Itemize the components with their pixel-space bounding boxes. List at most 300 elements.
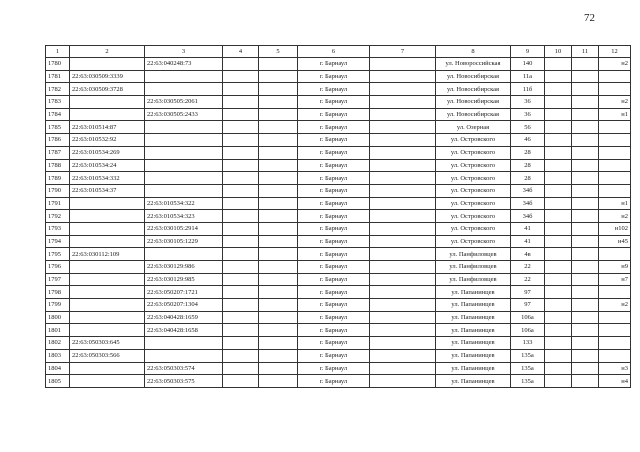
empty-cell [259, 83, 298, 96]
empty-cell [259, 159, 298, 172]
empty-cell [259, 210, 298, 223]
premises-number [599, 324, 631, 337]
empty-cell [259, 235, 298, 248]
cadastral-number-premises: 22:63:050207:1721 [145, 286, 223, 299]
empty-cell [223, 83, 259, 96]
empty-cell [259, 108, 298, 121]
cadastral-number-premises: 22:63:050303:574 [145, 362, 223, 375]
table-row [46, 362, 631, 375]
premises-number [599, 337, 631, 350]
cadastral-number [70, 362, 145, 375]
house-number: 36 [511, 108, 545, 121]
empty-cell [223, 96, 259, 109]
cadastral-number-premises [145, 146, 223, 159]
table-row [46, 349, 631, 362]
cadastral-number-premises [145, 248, 223, 261]
empty-cell [223, 108, 259, 121]
empty-cell [370, 222, 436, 235]
premises-number: н2 [599, 96, 631, 109]
empty-cell [370, 172, 436, 185]
table-row [46, 108, 631, 121]
table-row [46, 159, 631, 172]
cadastral-number: 22:63:010534:269 [70, 146, 145, 159]
empty-cell [545, 235, 572, 248]
empty-cell [572, 261, 599, 274]
empty-cell [370, 261, 436, 274]
premises-number [599, 184, 631, 197]
cadastral-number: 22:63:010514:87 [70, 121, 145, 134]
empty-cell [223, 134, 259, 147]
city: г. Барнаул [298, 172, 370, 185]
table-row [46, 197, 631, 210]
street: ул. Новосибирская [436, 108, 511, 121]
house-number: 11а [511, 70, 545, 83]
house-number: 22 [511, 273, 545, 286]
premises-number: н7 [599, 273, 631, 286]
street: ул. Озерная [436, 121, 511, 134]
empty-cell [370, 248, 436, 261]
street: ул. Папанинцев [436, 349, 511, 362]
empty-cell [370, 349, 436, 362]
house-number: 133 [511, 337, 545, 350]
table-row [46, 222, 631, 235]
cadastral-number: 22:63:010534:24 [70, 159, 145, 172]
empty-cell [572, 337, 599, 350]
street: ул. Папанинцев [436, 324, 511, 337]
cadastral-number-premises: 22:63:010534:323 [145, 210, 223, 223]
empty-cell [223, 121, 259, 134]
empty-cell [223, 375, 259, 388]
street: ул. Островского [436, 197, 511, 210]
empty-cell [572, 210, 599, 223]
premises-number [599, 83, 631, 96]
row-number: 1801 [46, 324, 70, 337]
cadastral-number-premises: 22:63:030105:1229 [145, 235, 223, 248]
table-row [46, 286, 631, 299]
table-row [46, 261, 631, 274]
column-header: 10 [545, 46, 572, 58]
empty-cell [259, 184, 298, 197]
cadastral-number-premises [145, 159, 223, 172]
empty-cell [572, 159, 599, 172]
street: ул. Островского [436, 210, 511, 223]
empty-cell [223, 273, 259, 286]
street: ул. Островского [436, 146, 511, 159]
empty-cell [370, 70, 436, 83]
empty-cell [572, 222, 599, 235]
street: ул. Папанинцев [436, 362, 511, 375]
cadastral-number-premises [145, 134, 223, 147]
street: ул. Папанинцев [436, 286, 511, 299]
empty-cell [259, 299, 298, 312]
city: г. Барнаул [298, 134, 370, 147]
empty-cell [223, 210, 259, 223]
empty-cell [572, 375, 599, 388]
empty-cell [572, 96, 599, 109]
table-row [46, 210, 631, 223]
empty-cell [572, 286, 599, 299]
cadastral-number [70, 197, 145, 210]
city: г. Барнаул [298, 70, 370, 83]
empty-cell [545, 273, 572, 286]
city: г. Барнаул [298, 273, 370, 286]
empty-cell [370, 58, 436, 71]
empty-cell [545, 96, 572, 109]
street: ул. Новосибирская [436, 96, 511, 109]
column-header: 11 [572, 46, 599, 58]
empty-cell [545, 184, 572, 197]
cadastral-number-premises [145, 83, 223, 96]
column-header: 12 [599, 46, 631, 58]
street: ул. Островского [436, 159, 511, 172]
empty-cell [572, 121, 599, 134]
row-number: 1791 [46, 197, 70, 210]
cadastral-number [70, 324, 145, 337]
table-row [46, 324, 631, 337]
cadastral-number-premises: 22:63:040428:1658 [145, 324, 223, 337]
table-row [46, 172, 631, 185]
cadastral-number [70, 235, 145, 248]
empty-cell [259, 375, 298, 388]
empty-cell [572, 362, 599, 375]
city: г. Барнаул [298, 311, 370, 324]
empty-cell [259, 134, 298, 147]
table-row [46, 134, 631, 147]
cadastral-number [70, 261, 145, 274]
empty-cell [223, 311, 259, 324]
empty-cell [370, 235, 436, 248]
street: ул. Островского [436, 222, 511, 235]
table-row [46, 146, 631, 159]
street: ул. Новосибирская [436, 70, 511, 83]
empty-cell [545, 58, 572, 71]
premises-number: н3 [599, 362, 631, 375]
empty-cell [259, 197, 298, 210]
city: г. Барнаул [298, 83, 370, 96]
street: ул. Островского [436, 134, 511, 147]
cadastral-number [70, 222, 145, 235]
empty-cell [223, 235, 259, 248]
street: ул. Островского [436, 172, 511, 185]
empty-cell [370, 362, 436, 375]
empty-cell [370, 311, 436, 324]
street: ул. Папанинцев [436, 311, 511, 324]
column-header: 1 [46, 46, 70, 58]
column-header: 2 [70, 46, 145, 58]
table-row [46, 375, 631, 388]
table-row [46, 70, 631, 83]
cadastral-number-premises [145, 70, 223, 83]
empty-cell [572, 349, 599, 362]
premises-number [599, 134, 631, 147]
table-header-row [46, 46, 631, 58]
empty-cell [545, 159, 572, 172]
cadastral-number-premises [145, 172, 223, 185]
empty-cell [223, 58, 259, 71]
cadastral-number [70, 273, 145, 286]
row-number: 1795 [46, 248, 70, 261]
table-row [46, 184, 631, 197]
empty-cell [259, 261, 298, 274]
empty-cell [545, 146, 572, 159]
row-number: 1805 [46, 375, 70, 388]
column-header: 8 [436, 46, 511, 58]
street: ул. Папанинцев [436, 299, 511, 312]
empty-cell [545, 108, 572, 121]
empty-cell [223, 197, 259, 210]
empty-cell [370, 324, 436, 337]
column-header: 3 [145, 46, 223, 58]
city: г. Барнаул [298, 362, 370, 375]
empty-cell [223, 248, 259, 261]
table-row [46, 58, 631, 71]
empty-cell [370, 108, 436, 121]
empty-cell [572, 248, 599, 261]
cadastral-number: 22:63:030112:109 [70, 248, 145, 261]
city: г. Барнаул [298, 96, 370, 109]
empty-cell [259, 248, 298, 261]
empty-cell [572, 324, 599, 337]
row-number: 1796 [46, 261, 70, 274]
empty-cell [572, 273, 599, 286]
street: ул. Островского [436, 235, 511, 248]
premises-number: н2 [599, 58, 631, 71]
row-number: 1780 [46, 58, 70, 71]
city: г. Барнаул [298, 222, 370, 235]
empty-cell [223, 349, 259, 362]
page-number: 72 [584, 12, 595, 24]
empty-cell [223, 146, 259, 159]
column-header: 5 [259, 46, 298, 58]
city: г. Барнаул [298, 349, 370, 362]
empty-cell [545, 121, 572, 134]
empty-cell [223, 261, 259, 274]
city: г. Барнаул [298, 235, 370, 248]
street: ул. Островского [436, 184, 511, 197]
premises-number: н1 [599, 197, 631, 210]
table-row [46, 83, 631, 96]
table-row [46, 248, 631, 261]
table-row [46, 311, 631, 324]
empty-cell [259, 362, 298, 375]
premises-number [599, 159, 631, 172]
premises-number: н4 [599, 375, 631, 388]
row-number: 1792 [46, 210, 70, 223]
empty-cell [259, 172, 298, 185]
table-row [46, 121, 631, 134]
row-number: 1797 [46, 273, 70, 286]
city: г. Барнаул [298, 337, 370, 350]
empty-cell [259, 349, 298, 362]
row-number: 1794 [46, 235, 70, 248]
row-number: 1793 [46, 222, 70, 235]
row-number: 1786 [46, 134, 70, 147]
empty-cell [259, 58, 298, 71]
row-number: 1799 [46, 299, 70, 312]
cadastral-number [70, 108, 145, 121]
house-number: 28 [511, 159, 545, 172]
empty-cell [223, 337, 259, 350]
empty-cell [223, 159, 259, 172]
empty-cell [545, 286, 572, 299]
cadastral-number [70, 210, 145, 223]
empty-cell [370, 121, 436, 134]
empty-cell [572, 108, 599, 121]
cadastral-number-premises [145, 337, 223, 350]
cadastral-number-premises: 22:63:030129:986 [145, 261, 223, 274]
row-number: 1785 [46, 121, 70, 134]
premises-number [599, 286, 631, 299]
cadastral-number-premises [145, 121, 223, 134]
cadastral-number: 22:63:030509:3728 [70, 83, 145, 96]
row-number: 1784 [46, 108, 70, 121]
city: г. Барнаул [298, 324, 370, 337]
row-number: 1789 [46, 172, 70, 185]
empty-cell [259, 337, 298, 350]
premises-number [599, 248, 631, 261]
empty-cell [259, 273, 298, 286]
empty-cell [545, 324, 572, 337]
cadastral-number [70, 286, 145, 299]
house-number: 34б [511, 184, 545, 197]
cadastral-number-premises: 22:63:040248:73 [145, 58, 223, 71]
premises-number: н45 [599, 235, 631, 248]
cadastral-number-premises: 22:63:030105:2914 [145, 222, 223, 235]
table-row [46, 96, 631, 109]
row-number: 1782 [46, 83, 70, 96]
house-number: 34б [511, 210, 545, 223]
city: г. Барнаул [298, 197, 370, 210]
premises-number: н1 [599, 108, 631, 121]
cadastral-number: 22:63:010532:92 [70, 134, 145, 147]
table-row [46, 273, 631, 286]
street: ул. Панфиловцев [436, 273, 511, 286]
empty-cell [370, 146, 436, 159]
city: г. Барнаул [298, 184, 370, 197]
empty-cell [259, 96, 298, 109]
cadastral-number: 22:63:050303:566 [70, 349, 145, 362]
table-row [46, 299, 631, 312]
house-number: 36 [511, 96, 545, 109]
empty-cell [545, 248, 572, 261]
house-number: 41 [511, 235, 545, 248]
empty-cell [545, 337, 572, 350]
house-number: 135а [511, 349, 545, 362]
column-header: 6 [298, 46, 370, 58]
cadastral-number-premises: 22:63:010534:322 [145, 197, 223, 210]
empty-cell [223, 222, 259, 235]
empty-cell [259, 70, 298, 83]
empty-cell [572, 184, 599, 197]
table-row [46, 337, 631, 350]
house-number: 11б [511, 83, 545, 96]
street: ул. Папанинцев [436, 337, 511, 350]
empty-cell [223, 324, 259, 337]
row-number: 1783 [46, 96, 70, 109]
city: г. Барнаул [298, 159, 370, 172]
empty-cell [545, 197, 572, 210]
city: г. Барнаул [298, 58, 370, 71]
cadastral-number-premises [145, 349, 223, 362]
empty-cell [223, 70, 259, 83]
cadastral-number-premises: 22:63:030505:2061 [145, 96, 223, 109]
column-header: 7 [370, 46, 436, 58]
city: г. Барнаул [298, 146, 370, 159]
empty-cell [259, 286, 298, 299]
empty-cell [370, 375, 436, 388]
empty-cell [572, 83, 599, 96]
empty-cell [370, 197, 436, 210]
empty-cell [545, 172, 572, 185]
empty-cell [370, 273, 436, 286]
empty-cell [572, 70, 599, 83]
cadastral-number-premises: 22:63:040428:1659 [145, 311, 223, 324]
house-number: 34б [511, 197, 545, 210]
row-number: 1788 [46, 159, 70, 172]
empty-cell [545, 261, 572, 274]
row-number: 1804 [46, 362, 70, 375]
cadastral-number-premises: 22:63:030505:2433 [145, 108, 223, 121]
cadastral-number [70, 96, 145, 109]
house-number: 135а [511, 375, 545, 388]
house-number: 22 [511, 261, 545, 274]
empty-cell [572, 58, 599, 71]
row-number: 1800 [46, 311, 70, 324]
column-header: 4 [223, 46, 259, 58]
house-number: 41 [511, 222, 545, 235]
table-row [46, 235, 631, 248]
cadastral-number [70, 375, 145, 388]
row-number: 1803 [46, 349, 70, 362]
empty-cell [545, 299, 572, 312]
empty-cell [259, 121, 298, 134]
street: ул. Панфиловцев [436, 248, 511, 261]
house-number: 46 [511, 134, 545, 147]
empty-cell [545, 83, 572, 96]
empty-cell [370, 96, 436, 109]
house-number: 4в [511, 248, 545, 261]
empty-cell [545, 311, 572, 324]
city: г. Барнаул [298, 248, 370, 261]
empty-cell [572, 299, 599, 312]
house-number: 28 [511, 172, 545, 185]
cadastral-number: 22:63:030509:3339 [70, 70, 145, 83]
house-number: 97 [511, 299, 545, 312]
empty-cell [223, 172, 259, 185]
cadastral-number-premises: 22:63:050303:575 [145, 375, 223, 388]
street: ул. Панфиловцев [436, 261, 511, 274]
cadastral-number: 22:63:050303:645 [70, 337, 145, 350]
empty-cell [259, 311, 298, 324]
premises-number [599, 172, 631, 185]
cadastral-number-premises: 22:63:050207:1304 [145, 299, 223, 312]
cadastral-number-premises [145, 184, 223, 197]
row-number: 1781 [46, 70, 70, 83]
empty-cell [259, 146, 298, 159]
premises-number [599, 311, 631, 324]
empty-cell [370, 286, 436, 299]
street: ул. Папанинцев [436, 375, 511, 388]
empty-cell [223, 286, 259, 299]
row-number: 1790 [46, 184, 70, 197]
house-number: 106а [511, 324, 545, 337]
premises-number [599, 121, 631, 134]
house-number: 106а [511, 311, 545, 324]
premises-number: н2 [599, 299, 631, 312]
premises-number: н2 [599, 210, 631, 223]
empty-cell [259, 324, 298, 337]
empty-cell [545, 70, 572, 83]
